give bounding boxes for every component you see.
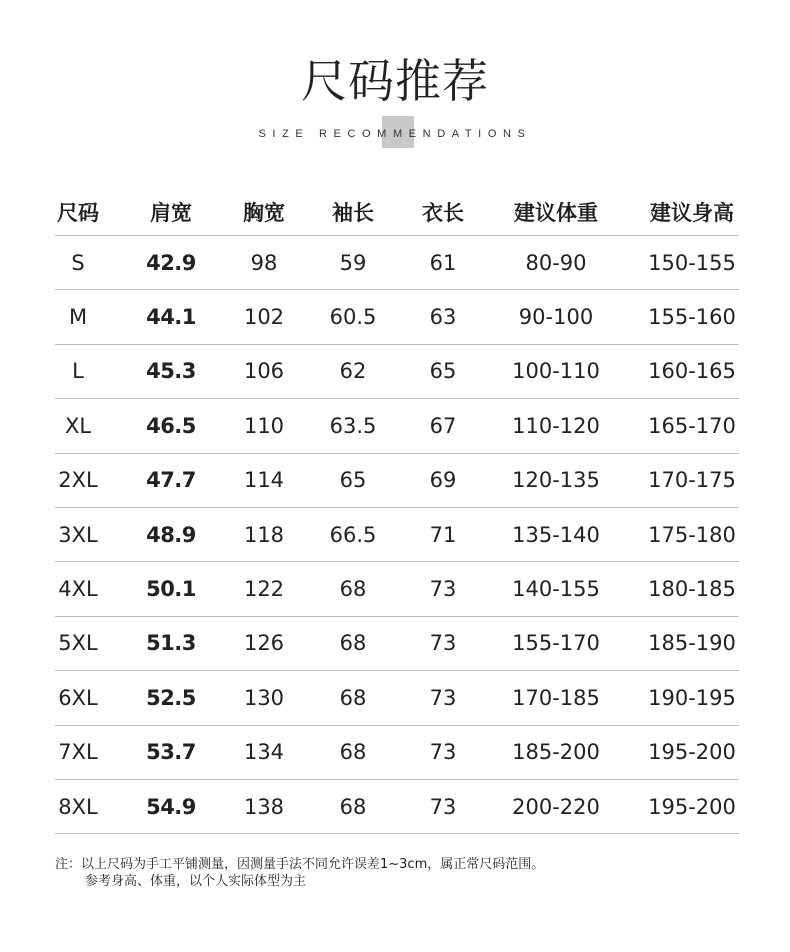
- cell-shoulder: 46.5: [146, 413, 196, 438]
- cell-height: 195-200: [648, 794, 736, 819]
- cell-weight: 140-155: [512, 577, 600, 602]
- cell-chest: 106: [243, 359, 285, 384]
- cell-weight: 170-185: [512, 685, 600, 710]
- cell-chest: 114: [243, 468, 285, 493]
- table-header-row: [55, 188, 739, 236]
- cell-size: XL: [64, 413, 92, 438]
- cell-sleeve: 63.5: [329, 413, 377, 438]
- header-chest: 胸宽: [243, 200, 285, 225]
- cell-sleeve: 68: [339, 577, 367, 602]
- cell-shoulder: 42.9: [146, 250, 196, 275]
- cell-weight: 135-140: [512, 522, 600, 547]
- cell-size: S: [71, 250, 85, 275]
- cell-height: 150-155: [648, 250, 736, 275]
- cell-size: 7XL: [58, 740, 98, 765]
- cell-sleeve: 62: [339, 359, 367, 384]
- cell-height: 190-195: [648, 685, 736, 710]
- cell-sleeve: 68: [339, 685, 367, 710]
- cell-weight: 200-220: [512, 794, 600, 819]
- cell-height: 160-165: [648, 359, 736, 384]
- cell-shoulder: 48.9: [146, 522, 196, 547]
- header-height: 建议身高: [650, 200, 734, 225]
- cell-chest: 126: [243, 631, 285, 656]
- cell-height: 165-170: [648, 413, 736, 438]
- table-row: [55, 726, 739, 780]
- cell-sleeve: 66.5: [329, 522, 377, 547]
- table-row: [55, 290, 739, 344]
- cell-sleeve: 68: [339, 740, 367, 765]
- cell-shoulder: 50.1: [146, 577, 196, 602]
- cell-chest: 122: [243, 577, 285, 602]
- header-shoulder: 肩宽: [150, 200, 192, 225]
- footnote-line-1: 注：以上尺码为手工平铺测量，因测量手法不同允许误差1~3cm，属正常尺码范围。: [55, 857, 545, 872]
- cell-weight: 120-135: [512, 468, 600, 493]
- cell-chest: 102: [243, 305, 285, 330]
- cell-shoulder: 52.5: [146, 685, 196, 710]
- cell-shoulder: 47.7: [146, 468, 196, 493]
- footnote: [55, 856, 544, 890]
- table-row: [55, 345, 739, 399]
- cell-weight: 80-90: [525, 250, 587, 275]
- cell-chest: 130: [243, 685, 285, 710]
- cell-sleeve: 68: [339, 631, 367, 656]
- cell-shoulder: 44.1: [146, 305, 196, 330]
- table-row: [55, 562, 739, 616]
- header-sleeve: 袖长: [332, 200, 374, 225]
- cell-weight: 155-170: [512, 631, 600, 656]
- cell-length: 73: [429, 577, 457, 602]
- cell-weight: 100-110: [512, 359, 600, 384]
- table-row: [55, 236, 739, 290]
- header-size: 尺码: [57, 200, 99, 225]
- table-row: [55, 617, 739, 671]
- cell-shoulder: 45.3: [146, 359, 196, 384]
- header-length: 衣长: [422, 200, 464, 225]
- cell-height: 185-190: [648, 631, 736, 656]
- cell-sleeve: 65: [339, 468, 367, 493]
- cell-height: 180-185: [648, 577, 736, 602]
- cell-height: 195-200: [648, 740, 736, 765]
- cell-sleeve: 59: [339, 250, 367, 275]
- cell-size: 4XL: [58, 577, 98, 602]
- page-subtitle: SIZE RECOMMENDATIONS: [258, 128, 532, 140]
- cell-size: 8XL: [58, 794, 98, 819]
- cell-size: 3XL: [58, 522, 98, 547]
- cell-shoulder: 54.9: [146, 794, 196, 819]
- page-title: 尺码推荐: [301, 54, 489, 108]
- cell-sleeve: 60.5: [329, 305, 377, 330]
- size-table: [55, 188, 739, 834]
- cell-chest: 98: [250, 250, 278, 275]
- cell-length: 71: [429, 522, 457, 547]
- cell-height: 155-160: [648, 305, 736, 330]
- cell-length: 65: [429, 359, 457, 384]
- cell-size: L: [72, 359, 84, 384]
- table-row: [55, 780, 739, 834]
- footnote-line-2: 参考身高、体重，以个人实际体型为主: [85, 874, 307, 889]
- table-row: [55, 671, 739, 725]
- cell-height: 170-175: [648, 468, 736, 493]
- cell-length: 73: [429, 794, 457, 819]
- cell-size: M: [68, 305, 88, 330]
- table-row: [55, 508, 739, 562]
- cell-length: 73: [429, 685, 457, 710]
- cell-chest: 110: [243, 413, 285, 438]
- table-row: [55, 454, 739, 508]
- cell-weight: 110-120: [512, 413, 600, 438]
- cell-size: 2XL: [58, 468, 98, 493]
- cell-sleeve: 68: [339, 794, 367, 819]
- cell-shoulder: 53.7: [146, 740, 196, 765]
- cell-length: 63: [429, 305, 457, 330]
- cell-length: 73: [429, 740, 457, 765]
- cell-weight: 185-200: [512, 740, 600, 765]
- cell-length: 67: [429, 413, 457, 438]
- cell-length: 73: [429, 631, 457, 656]
- cell-shoulder: 51.3: [146, 631, 196, 656]
- cell-weight: 90-100: [518, 305, 594, 330]
- cell-length: 61: [429, 250, 457, 275]
- cell-length: 69: [429, 468, 457, 493]
- table-row: [55, 399, 739, 453]
- cell-chest: 134: [243, 740, 285, 765]
- cell-height: 175-180: [648, 522, 736, 547]
- cell-chest: 118: [243, 522, 285, 547]
- cell-chest: 138: [243, 794, 285, 819]
- header-weight: 建议体重: [514, 200, 598, 225]
- cell-size: 6XL: [58, 685, 98, 710]
- cell-size: 5XL: [58, 631, 98, 656]
